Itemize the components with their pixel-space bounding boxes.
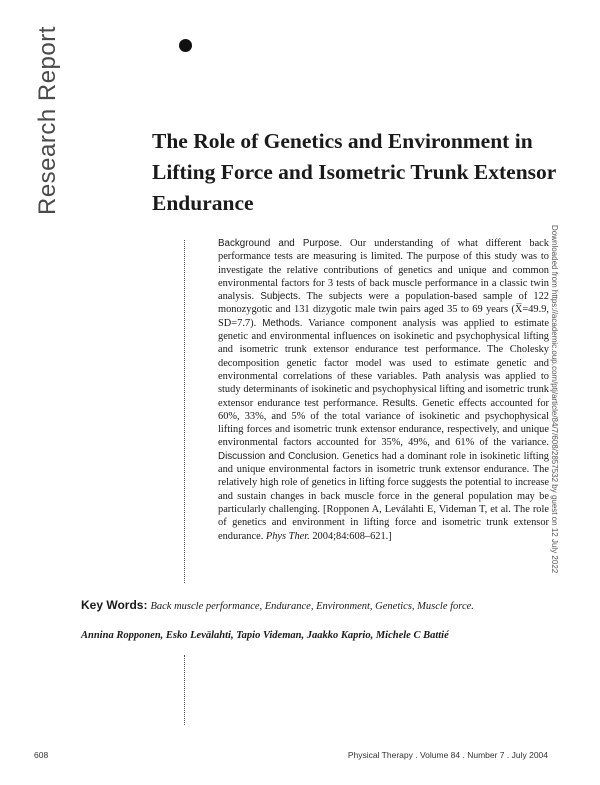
- journal-footer: Physical Therapy . Volume 84 . Number 7 . July 2004: [347, 750, 548, 760]
- dotted-divider-top: [184, 240, 185, 583]
- abstract-background-heading: Background and Purpose.: [218, 238, 343, 249]
- citation-tail: 2004;84:608–621.]: [309, 530, 392, 542]
- download-note: Downloaded from https://academic.oup.com/ptj/article/84/7/608/2857532 by guest on 12 July 2022: [550, 225, 559, 574]
- abstract-background-text: Our understanding of what different back performance tests are measuring is limited. The purpose of this study was to investigate the relative contributions of genetics and unique and common environmental factors for 3 tests of back muscle performance in a classic twin analysis.: [218, 238, 549, 303]
- key-words: [81, 598, 561, 614]
- dotted-divider-bottom: [184, 655, 185, 725]
- key-words-label: Key Words:: [81, 598, 148, 612]
- abstract-discussion-heading: Discussion and Conclusion.: [218, 450, 340, 462]
- section-label: Research Report: [34, 26, 61, 215]
- article-title: The Role of Genetics and Environment in Lifting Force and Isometric Trunk Extensor Endurance: [152, 129, 556, 215]
- key-words-list: Back muscle performance, Endurance, Environment, Genetics, Muscle force.: [150, 601, 474, 612]
- abstract-discussion-text: Genetics had a dominant role in isokinetic lifting and unique environmental factors in isometric trunk extensor endurance. The relatively high role of genetics in lifting force suggests the potential to increase and sustain changes in back muscle force in the general population may be particularly challenging. [Ropponen A, Leválahti E, Videman T, et al. The role of genetics and environment in lifting force and isometric trunk extensor endurance.: [218, 450, 549, 542]
- abstract-subjects-text: The subjects were a population-based sample of 122 monozygotic and 131 dizygotic male twin pairs aged 35 to 69 years (X̅=49.9, SD=7.7).: [218, 291, 549, 329]
- abstract-methods-heading: Methods.: [256, 317, 303, 329]
- abstract-subjects-heading: Subjects.: [254, 291, 301, 303]
- abstract: [218, 237, 549, 543]
- abstract-results-heading: Results.: [378, 397, 418, 409]
- page-number: 608: [34, 750, 49, 760]
- bullet-marker: [179, 39, 192, 52]
- abstract-results-text: Genetic effects accounted for 60%, 33%, and 5% of the total variance of isokinetic and psychophysical lifting forces and isometric trunk extensor endurance, respectively, and unique environmental factors accounted for 35%, 49%, and 61% of the variance.: [218, 397, 549, 449]
- abstract-methods-text: Variance component analysis was applied to estimate genetic and environmental influences on isokinetic and psychophysical lifting and isometric trunk extensor endurance test performance. The Cholesky decomposition genetic factor model was used to estimate genetic and environmental correlations of these variables. Path analysis was applied to study determinants of isokinetic and psychophysical lifting and isometric trunk extensor endurance test performance.: [218, 317, 549, 409]
- author-list: Annina Ropponen, Esko Levälahti, Tapio Videman, Jaakko Kaprio, Michele C Battié: [81, 630, 449, 641]
- citation-journal: Phys Ther.: [265, 530, 310, 542]
